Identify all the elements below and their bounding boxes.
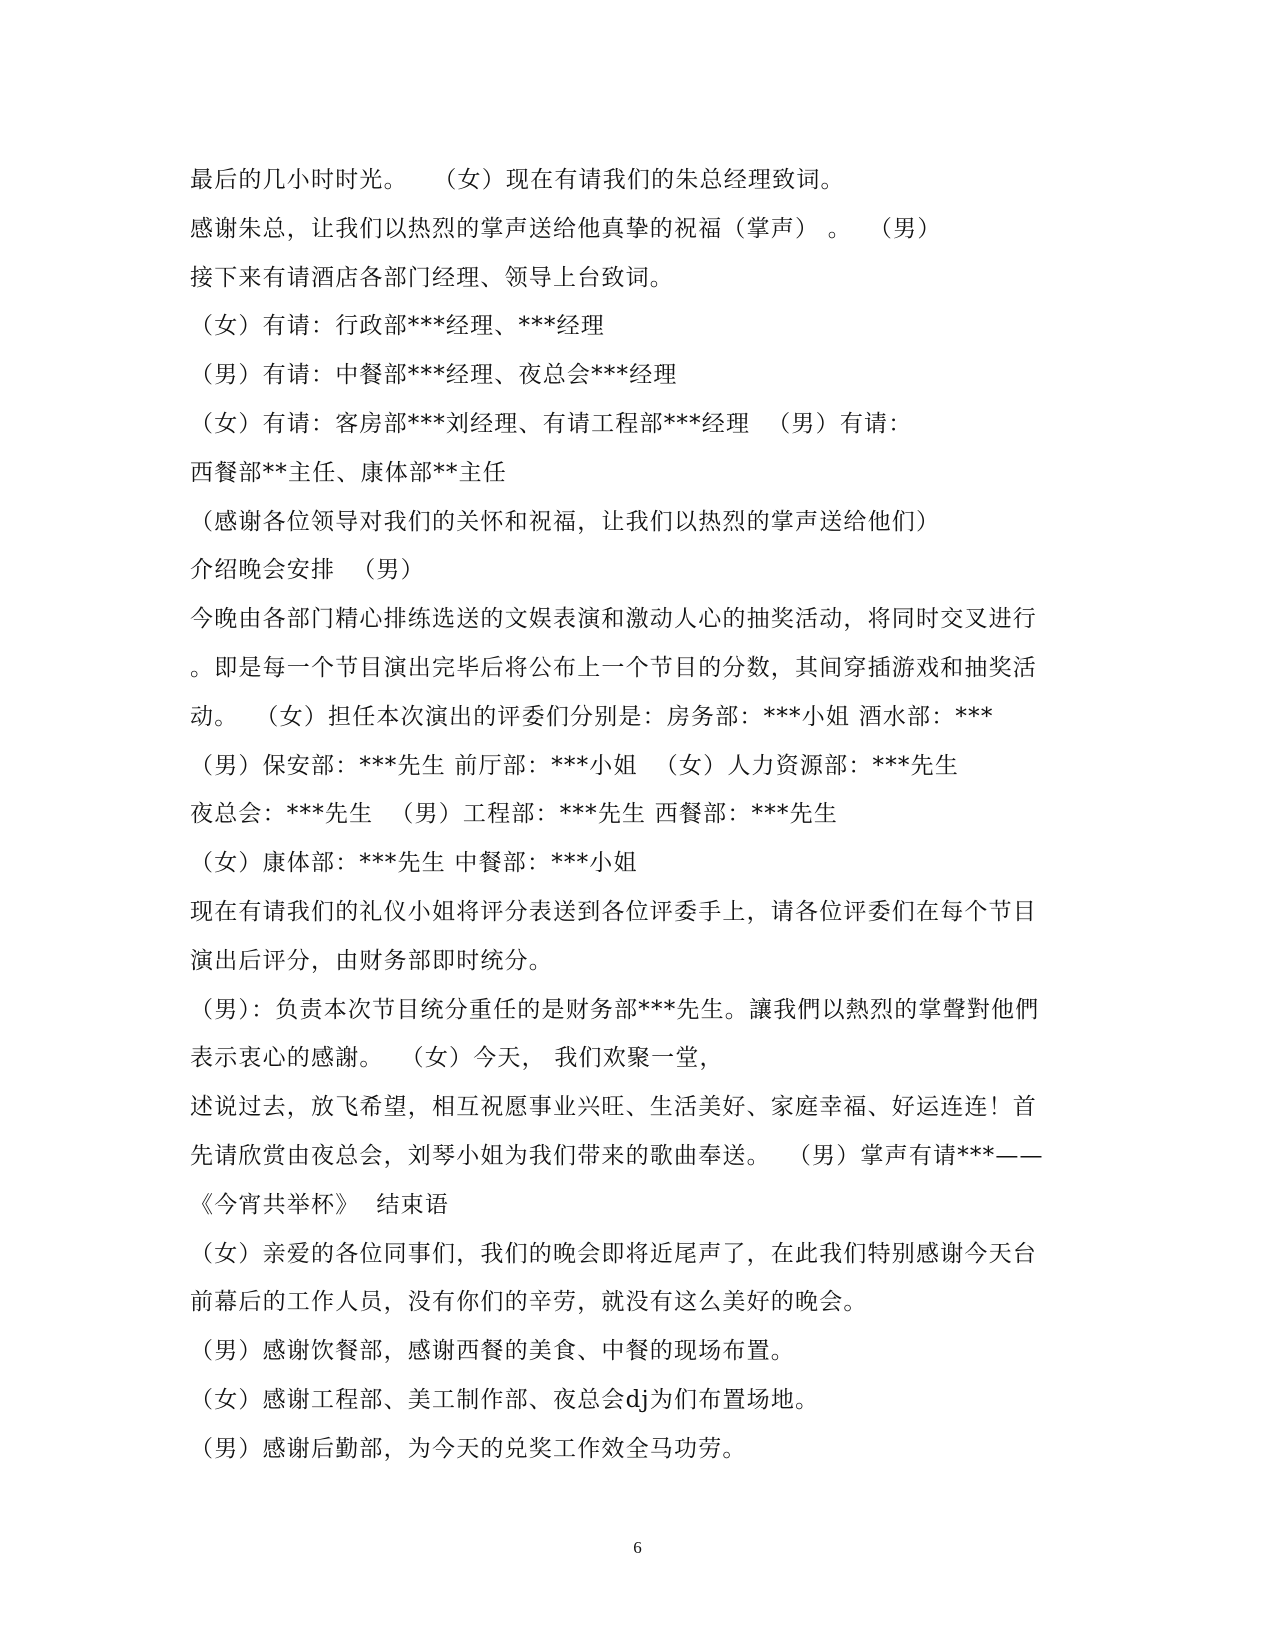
text-line: （男）有请：中餐部***经理、夜总会***经理 <box>190 362 678 389</box>
text-line: 西餐部**主任、康体部**主任 <box>190 459 507 486</box>
text-line: 表示衷心的感謝。 （女）今天， 我们欢聚一堂， <box>190 1045 724 1072</box>
text-line: （女）感谢工程部、美工制作部、夜总会dj为们布置场地。 <box>190 1386 820 1413</box>
text-line: 介绍晚会安排 （男） <box>190 557 425 584</box>
text-line: （男）保安部：***先生 前厅部：***小姐 （女）人力资源部：***先生 <box>190 752 960 779</box>
text-line: 今晚由各部门精心排练选送的文娱表演和激动人心的抽奖活动，将同时交叉进行 <box>190 606 1037 633</box>
body-text <box>190 156 1090 1474</box>
text-line: 现在有请我们的礼仪小姐将评分表送到各位评委手上，请各位评委们在每个节目 <box>190 898 1037 925</box>
text-line: 前幕后的工作人员，没有你们的辛劳，就没有这么美好的晚会。 <box>190 1289 868 1316</box>
text-line: 述说过去，放飞希望，相互祝愿事业兴旺、生活美好、家庭幸福、好运连连！首 <box>190 1094 1037 1121</box>
text-line: 感谢朱总，让我们以热烈的掌声送给他真挚的祝福（掌声） 。 （男） <box>190 215 942 242</box>
text-line: （男）感谢饮餐部，感谢西餐的美食、中餐的现场布置。 <box>190 1338 795 1365</box>
page-number: 6 <box>633 1538 642 1557</box>
text-line: 动。 （女）担任本次演出的评委们分别是：房务部：***小姐 酒水部：*** <box>190 703 994 730</box>
text-line: （女）康体部：***先生 中餐部：***小姐 <box>190 850 638 877</box>
text-line: 《今宵共举杯》 结束语 <box>190 1191 450 1218</box>
text-line: （女）亲爱的各位同事们，我们的晚会即将近尾声了，在此我们特别感谢今天台 <box>190 1240 1037 1267</box>
text-line: （女）有请：行政部***经理、***经理 <box>190 313 605 340</box>
text-line: 先请欣赏由夜总会，刘琴小姐为我们带来的歌曲奉送。 （男）掌声有请***—— <box>190 1142 1044 1169</box>
text-line: （感谢各位领导对我们的关怀和祝福，让我们以热烈的掌声送给他们） <box>190 508 941 535</box>
text-line: 夜总会：***先生 （男）工程部：***先生 西餐部：***先生 <box>190 801 839 828</box>
text-line: （女）有请：客房部***刘经理、有请工程部***经理 （男）有请： <box>190 410 913 437</box>
text-line: 演出后评分，由财务部即时统分。 <box>190 947 553 974</box>
text-line: 接下来有请酒店各部门经理、领导上台致词。 <box>190 264 674 291</box>
text-line: 最后的几小时时光。 （女）现在有请我们的朱总经理致词。 <box>190 167 845 193</box>
text-line: （男）感谢后勤部，为今天的兑奖工作效全马功劳。 <box>190 1435 747 1462</box>
text-line: 。即是每一个节目演出完毕后将公布上一个节目的分数，其间穿插游戏和抽奖活 <box>190 654 1037 681</box>
text-line: （男）：负责本次节目统分重任的是财务部***先生。讓我們以熱烈的掌聲對他們 <box>190 996 1040 1023</box>
